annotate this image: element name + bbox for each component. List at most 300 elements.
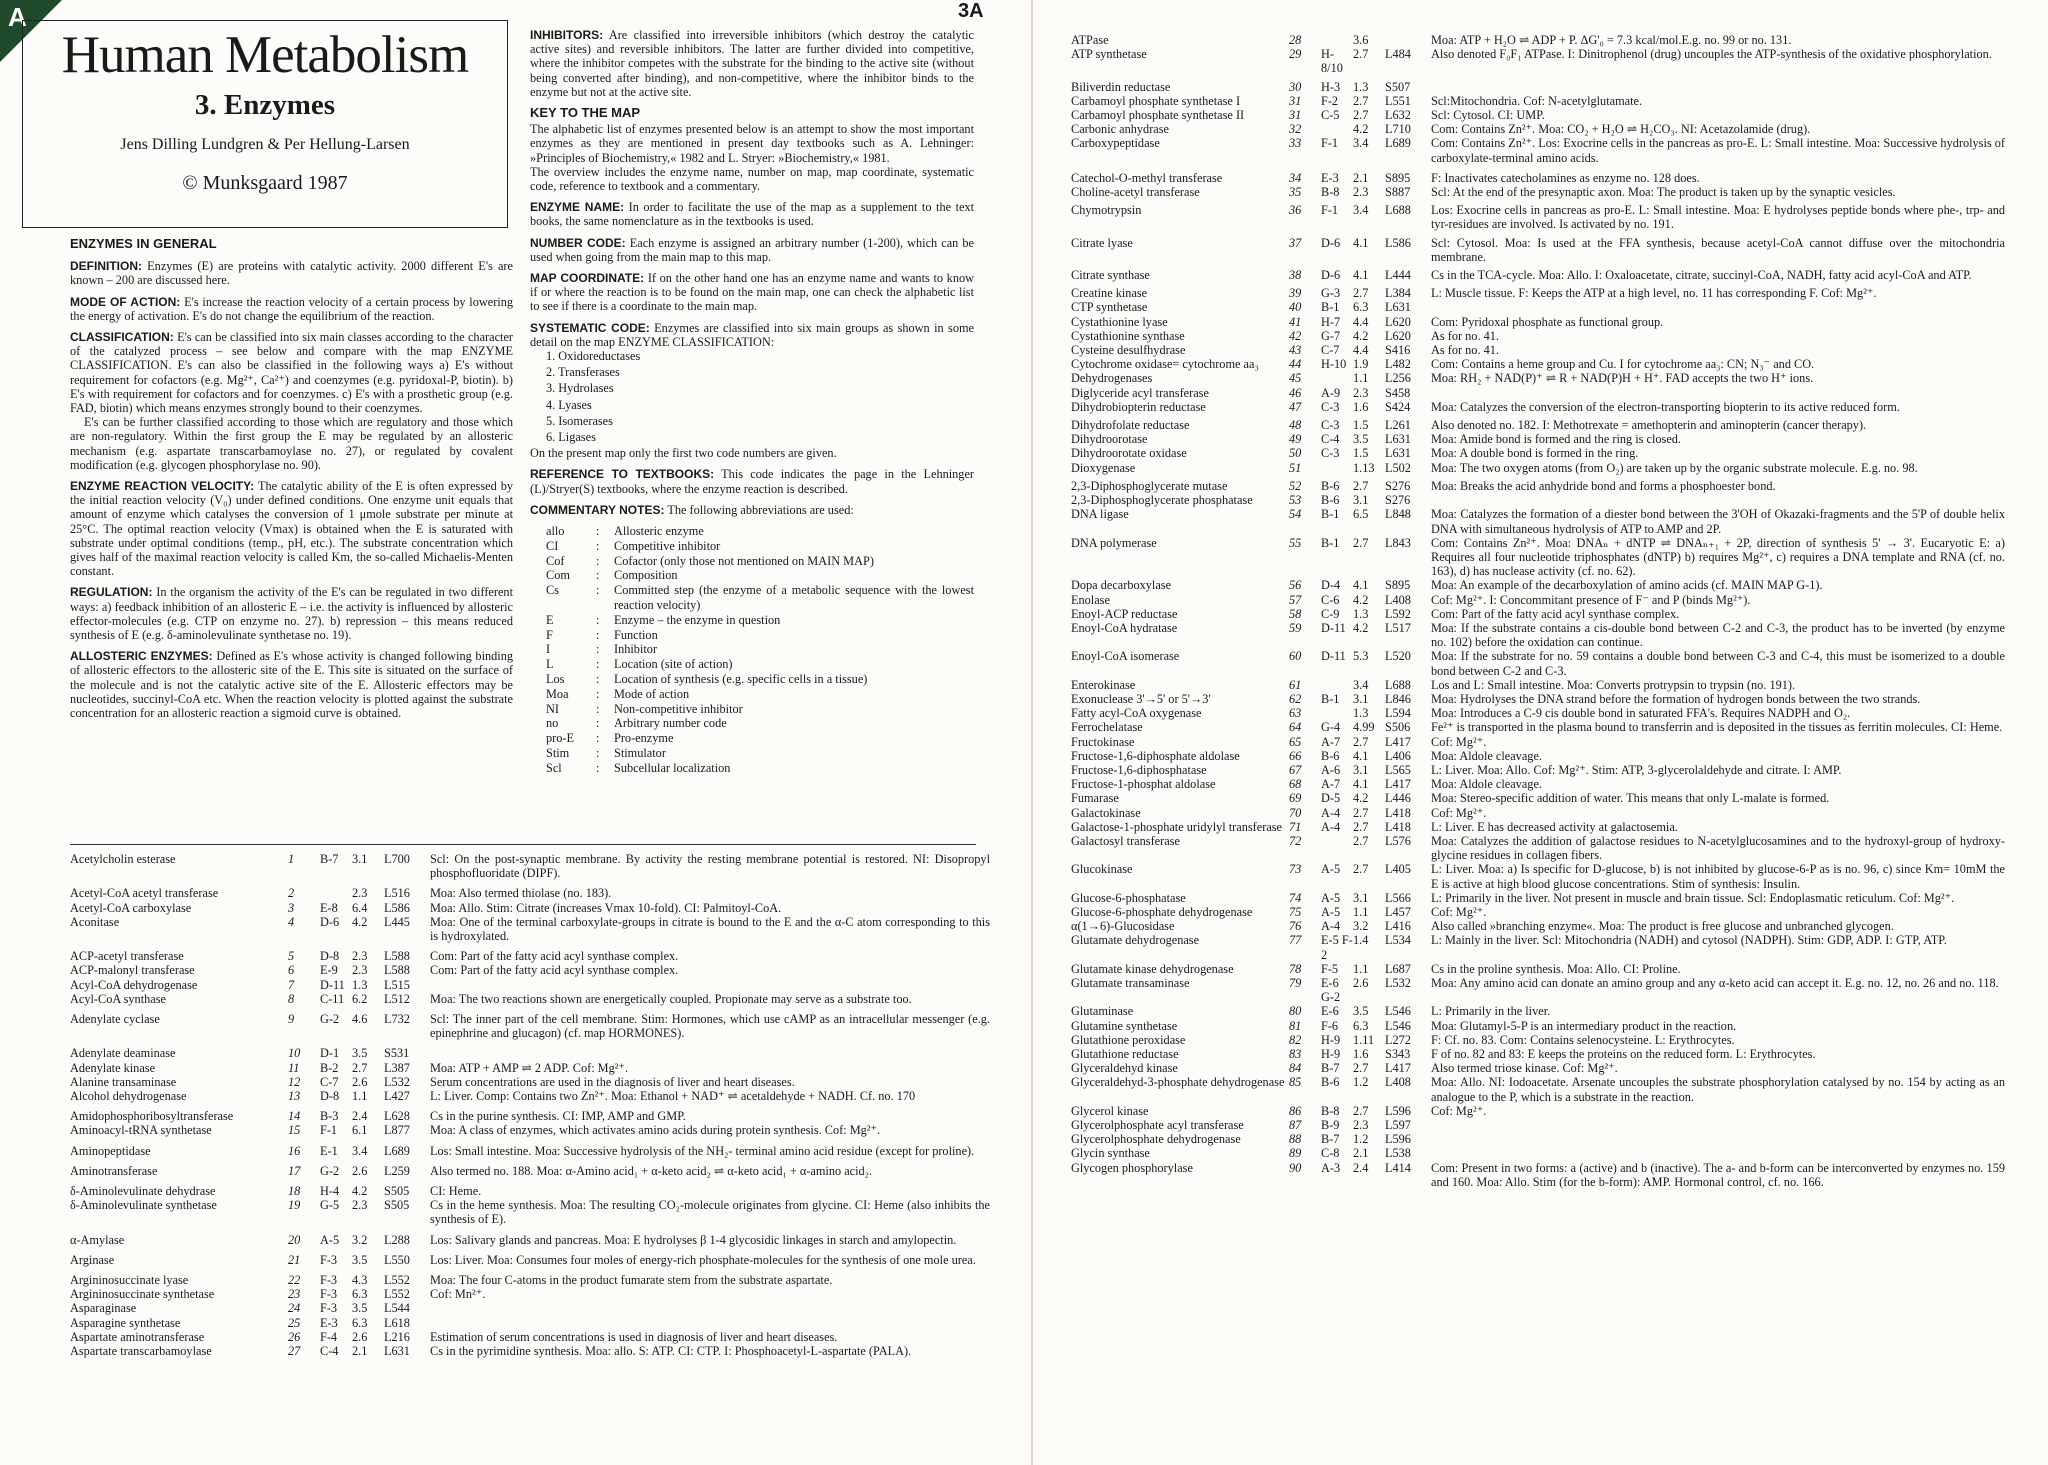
enzyme-commentary: L: Primarily in the liver. Not present in muscle and brain tissue. Scl: Endoplasmatic reticulum. Cof: Mg²⁺.	[1431, 890, 1955, 905]
enzyme-number: 63	[1289, 706, 1302, 721]
map-coordinate: D-6	[320, 914, 340, 929]
general-column	[70, 237, 513, 727]
abbreviation-meaning: Composition	[614, 568, 678, 583]
map-coordinate: B-2	[320, 1060, 339, 1075]
enzyme-name: Fumarase	[1071, 791, 1119, 806]
paragraph-text: In the organism the activity of the E's can be regulated in two different ways: a) feedback inhibition of an allosteric E – i.e. the activity is influenced by allosteric effector-molecules (e.g. CTP on enzyme no. 27). b) repression – this means reduced synthesis of E (e.g. δ-aminolevulinate synthetase no. 19).	[70, 585, 513, 643]
textbook-ref: L631	[1385, 300, 1411, 315]
abbreviation-list	[530, 524, 974, 776]
textbook-ref: L414	[1385, 1160, 1411, 1175]
enzyme-name: Acyl-CoA dehydrogenase	[70, 977, 198, 992]
enzyme-commentary: Also called »branching enzyme«. Moa: The product is free glucose and unbranched glycogen.	[1431, 919, 1894, 934]
systematic-code: 1.13	[1353, 460, 1375, 475]
enzyme-commentary: Also termed triose kinase. Cof: Mg²⁺.	[1431, 1061, 1618, 1076]
enzyme-name: Glutathione peroxidase	[1071, 1032, 1186, 1047]
textbook-ref: L259	[384, 1163, 410, 1178]
abbreviation-row	[530, 554, 974, 569]
map-coordinate: E-5 F-2	[1321, 933, 1353, 962]
abbreviation-meaning: Allosteric enzyme	[614, 524, 704, 539]
enzyme-commentary: Com: Part of the fatty acid acyl synthase complex.	[430, 963, 679, 978]
systematic-code: 1.1	[1353, 904, 1369, 919]
textbook-ref: L550	[384, 1252, 410, 1267]
systematic-code: 3.1	[1353, 762, 1369, 777]
enzyme-name: ACP-malonyl transferase	[70, 963, 195, 978]
enzyme-name: Aspartate aminotransferase	[70, 1329, 205, 1344]
paragraph-label: ALLOSTERIC ENZYMES:	[70, 649, 213, 664]
systematic-code: 3.1	[1353, 890, 1369, 905]
key-heading: KEY TO THE MAP	[530, 105, 641, 121]
map-coordinate: H-8/10	[1321, 47, 1343, 76]
enzyme-name: Diglyceride acyl transferase	[1071, 385, 1209, 400]
enzyme-number: 30	[1289, 79, 1302, 94]
enzyme-number: 9	[288, 1012, 295, 1027]
enzyme-commentary: Moa: Introduces a C-9 cis double bond in saturated FFA's. Requires NADPH and O₂.	[1431, 706, 1851, 721]
abbreviation-row	[530, 672, 974, 687]
enzyme-number: 61	[1289, 677, 1302, 692]
enzyme-commentary: Moa: Allo. NI: Iodoacetate. Arsenate uncouples the substrate phosphorylation catalysed by no. 154 by acting as an analogue to the P, which is a substrate in the reaction.	[1431, 1075, 2005, 1104]
enzyme-commentary: Cof: Mg²⁺.	[1431, 805, 1487, 820]
textbook-ref: L710	[1385, 122, 1411, 137]
enzyme-commentary: L: Liver. E has decreased activity at galactosemia.	[1431, 819, 1678, 834]
map-coordinate	[1321, 461, 1353, 479]
key-intro2: The overview includes the enzyme name, number on map, map coordinate, systematic code, reference to textbook and a commentary.	[530, 164, 974, 194]
enzyme-number: 2	[288, 886, 295, 901]
enzyme-class-item: 3. Hydrolases	[546, 381, 614, 396]
systematic-code: 4.2	[1353, 791, 1369, 806]
enzyme-commentary: L: Mainly in the liver. Scl: Mitochondria (NADH) and cytosol (NADPH). Stim: GDP, ADP. I: GTP, ATP.	[1431, 933, 1947, 948]
enzyme-name: Dihydroorotate oxidase	[1071, 446, 1187, 461]
enzyme-name: Citrate synthase	[1071, 268, 1150, 283]
enzyme-commentary: Los and L: Small intestine. Moa: Converts protrypsin to trypsin (no. 191).	[1431, 677, 1796, 692]
textbook-ref: L261	[1385, 418, 1411, 433]
map-coordinate: F-1	[320, 1123, 338, 1138]
systematic-code: 3.4	[352, 1143, 368, 1158]
enzyme-name: Glyceraldehyd-3-phosphate dehydrogenase	[1071, 1075, 1285, 1090]
map-coordinate: A-9	[1321, 385, 1341, 400]
enzyme-name: Aminotransferase	[70, 1163, 158, 1178]
enzyme-commentary: Moa: Allo. Stim: Citrate (increases Vmax 10-fold). CI: Palmitoyl-CoA.	[430, 900, 782, 915]
systematic-code: 1.5	[1353, 446, 1369, 461]
abbreviation-meaning: Non-competitive inhibitor	[614, 701, 743, 716]
enzyme-commentary: Com: Part of the fatty acid acyl synthase complex.	[430, 949, 679, 964]
map-coordinate: C-3	[1321, 446, 1340, 461]
textbook-ref: L538	[1385, 1146, 1411, 1161]
textbook-ref: L408	[1385, 592, 1411, 607]
enzyme-number: 18	[288, 1184, 301, 1199]
abbreviation-row	[530, 642, 974, 657]
map-coordinate: B-6	[1321, 1075, 1340, 1090]
enzyme-number: 42	[1289, 328, 1302, 343]
map-coordinate: H-3	[1321, 79, 1341, 94]
abbreviation-key: NI	[546, 701, 559, 716]
systematic-code: 4.6	[352, 1012, 368, 1027]
systematic-code: 6.2	[352, 991, 368, 1006]
enzyme-commentary: Moa: The two reactions shown are energetically coupled. Propionate may serve as a substrate too.	[430, 991, 912, 1006]
key-intro: The alphabetic list of enzymes presented below is an attempt to show the most important enzymes as they are mentioned in present day textbooks such as A. Lehninger: »Principles of Biochemistry,« 1982 and L. Stryer: »Biochemistry,« 1981.	[530, 122, 974, 165]
textbook-ref: L534	[1385, 933, 1411, 948]
systematic-code: 1.11	[1353, 1032, 1375, 1047]
map-coordinate: B-9	[1321, 1118, 1340, 1133]
enzyme-name: Adenylate cyclase	[70, 1012, 160, 1027]
paragraph-label: DEFINITION:	[70, 259, 142, 274]
systematic-code: 2.6	[1353, 976, 1369, 990]
abbreviation-row	[530, 568, 974, 583]
textbook-ref: L427	[384, 1089, 410, 1104]
enzyme-number: 10	[288, 1046, 301, 1061]
enzyme-name: Creatine kinase	[1071, 286, 1148, 301]
abbreviation-meaning: Location of synthesis (e.g. specific cells in a tissue)	[614, 672, 868, 687]
map-coordinate: H-4	[320, 1184, 340, 1199]
enzyme-commentary: Cof: Mn²⁺.	[430, 1287, 486, 1302]
enzyme-commentary: Moa: One of the terminal carboxylate-groups in citrate is bound to the E and the α-C atom corresponding to this is hydroxylated.	[430, 914, 990, 944]
enzyme-number: 44	[1289, 357, 1302, 372]
enzyme-number: 50	[1289, 446, 1302, 461]
general-paragraph	[70, 585, 513, 642]
enzyme-commentary: Moa: Catalyzes the addition of galactose residues to N-acetylglucosamines and to the hydroxyl-group of hydroxy-glycine residues in collagen fibers.	[1431, 833, 2005, 863]
enzyme-number: 51	[1289, 460, 1302, 475]
map-coordinate	[320, 886, 352, 900]
textbook-ref: L405	[1385, 862, 1411, 877]
enzyme-name: Citrate lyase	[1071, 235, 1133, 250]
map-coordinate	[1321, 33, 1353, 47]
abbreviation-meaning: Location (site of action)	[614, 657, 733, 672]
systematic-code: 4.4	[1353, 343, 1369, 358]
enzyme-number: 62	[1289, 691, 1302, 706]
systematic-code: 3.6	[1353, 33, 1369, 47]
textbook-ref: S505	[384, 1198, 410, 1213]
enzyme-number: 5	[288, 949, 295, 964]
systematic-code: 2.4	[1353, 1160, 1369, 1175]
enzyme-commentary: As for no. 41.	[1431, 343, 1499, 358]
map-coordinate: B-7	[1321, 1132, 1340, 1147]
enzyme-commentary: Cof: Mg²⁺.	[1431, 904, 1487, 919]
enzyme-name: Cystathionine synthase	[1071, 328, 1185, 343]
abbreviation-meaning: Committed step (the enzyme of a metabolic sequence with the lowest reaction velocity)	[614, 583, 974, 613]
map-coordinate: B-1	[1321, 535, 1340, 550]
enzyme-commentary: Moa: An example of the decarboxylation of amino acids (cf. MAIN MAP G-1).	[1431, 578, 1823, 593]
enzyme-commentary: Fe²⁺ is transported in the plasma bound to transferrin and is deposited in the tissues as ferritin molecules. CI: Heme.	[1431, 720, 2003, 735]
systematic-code: 4.2	[1353, 122, 1369, 137]
enzyme-name: Amidophosphoribosyltransferase	[70, 1109, 234, 1124]
abbreviation-meaning: Mode of action	[614, 686, 690, 701]
enzyme-commentary	[1431, 386, 2005, 400]
enzyme-commentary: As for no. 41.	[1431, 328, 1499, 343]
textbook-ref: L620	[1385, 314, 1411, 329]
systematic-code: 3.4	[1353, 677, 1369, 692]
enzyme-name: ATP synthetase	[1071, 47, 1147, 62]
map-coordinate: E-6	[1321, 1004, 1339, 1019]
enzyme-commentary: Scl: Cytosol. CI: UMP.	[1431, 108, 1545, 123]
textbook-ref: S343	[1385, 1047, 1411, 1062]
textbook-ref: L596	[1385, 1103, 1411, 1118]
enzyme-name: Alanine transaminase	[70, 1074, 177, 1089]
map-coordinate: A-4	[1321, 919, 1341, 934]
textbook-ref: L502	[1385, 460, 1411, 475]
enzyme-commentary: Cs in the proline synthesis. Moa: Allo. CI: Proline.	[1431, 961, 1681, 976]
systematic-code: 6.3	[1353, 1018, 1369, 1033]
map-coordinate: G-3	[1321, 286, 1341, 301]
enzyme-number: 28	[1289, 33, 1302, 47]
map-coordinate: C-6	[1321, 592, 1340, 607]
enzyme-number: 49	[1289, 432, 1302, 447]
enzyme-number: 24	[288, 1301, 301, 1316]
map-coordinate: B-1	[1321, 300, 1340, 315]
map-coordinate: F-2	[1321, 93, 1339, 108]
abbreviation-colon: :	[596, 583, 600, 598]
enzyme-number: 90	[1289, 1160, 1302, 1175]
enzyme-number: 46	[1289, 385, 1302, 400]
systematic-code: 2.7	[1353, 286, 1369, 301]
abbreviation-meaning: Stimulator	[614, 746, 666, 761]
systematic-code: 4.2	[352, 1184, 368, 1199]
enzyme-name: Adenylate deaminase	[70, 1046, 176, 1061]
enzyme-number: 35	[1289, 185, 1302, 200]
enzyme-table-right	[1071, 33, 2005, 1189]
enzyme-name: Asparagine synthetase	[70, 1315, 181, 1330]
abbreviation-key: Stim	[546, 746, 570, 761]
map-coordinate: C-9	[1321, 606, 1340, 621]
enzyme-number: 48	[1289, 418, 1302, 433]
enzyme-name: Acetyl-CoA carboxylase	[70, 900, 192, 915]
enzyme-number: 11	[288, 1060, 300, 1075]
systematic-code: 3.1	[1353, 493, 1369, 508]
map-coordinate	[1321, 834, 1353, 862]
enzyme-number: 77	[1289, 933, 1302, 948]
systematic-code: 3.5	[1353, 432, 1369, 447]
textbook-ref: L551	[1385, 93, 1411, 108]
enzyme-commentary	[1431, 1132, 2005, 1146]
systematic-code: 6.5	[1353, 507, 1369, 522]
textbook-ref: L566	[1385, 890, 1411, 905]
map-coordinate	[1321, 122, 1353, 136]
paragraph-label: CLASSIFICATION:	[70, 330, 174, 345]
systematic-code: 1.9	[1353, 357, 1369, 372]
enzyme-commentary: Cof: Mg²⁺.	[1431, 1103, 1487, 1118]
enzyme-name: ATPase	[1071, 33, 1109, 47]
abbreviation-colon: :	[596, 627, 600, 642]
enzyme-number: 29	[1289, 47, 1302, 62]
textbook-ref: L846	[1385, 691, 1411, 706]
textbook-ref: L532	[384, 1074, 410, 1089]
map-coordinate: D-11	[1321, 649, 1346, 664]
enzyme-number: 38	[1289, 268, 1302, 283]
enzyme-name: Argininosuccinate lyase	[70, 1273, 189, 1288]
enzyme-name: Dioxygenase	[1071, 460, 1136, 475]
textbook-ref: S887	[1385, 185, 1411, 200]
map-coordinate: D-4	[1321, 578, 1341, 593]
enzyme-number: 83	[1289, 1047, 1302, 1062]
page-gutter	[1031, 0, 1033, 1465]
enzyme-commentary: Moa: A class of enzymes, which activates amino acids during protein synthesis. Cof: Mg²⁺.	[430, 1123, 881, 1138]
textbook-ref: L484	[1385, 47, 1411, 62]
map-coordinate: B-7	[320, 852, 339, 866]
title-box	[22, 20, 508, 228]
corner-letter: A	[8, 2, 27, 32]
enzyme-commentary: Com: Contains Zn²⁺. Los: Exocrine cells in the pancreas as pro-E. L: Small intestine. Moa: Successive hydrolysis of carboxylate-terminal amino acids.	[1431, 136, 2005, 165]
map-coordinate: B-6	[1321, 493, 1340, 508]
enzyme-commentary: Los: Liver. Moa: Consumes four moles of energy-rich phosphate-molecules for the synthesis of one mole urea.	[430, 1252, 976, 1267]
document-title: Human Metabolism	[61, 26, 469, 84]
systematic-code: 1.6	[1353, 399, 1369, 414]
enzyme-commentary: Moa: The four C-atoms in the product fumarate stem from the substrate aspartate.	[430, 1273, 833, 1288]
enzyme-commentary: Moa: Catalyzes the formation of a diester bond between the 3'OH of Okazaki-fragments and the 5'P of double helix DNA with simultaneous hydrolysis of ATP to AMP and 2P.	[1431, 507, 2005, 536]
enzyme-number: 80	[1289, 1004, 1302, 1019]
enzyme-commentary: L: Liver. Moa: a) Is specific for D-glucose, b) is not inhibited by glucose-6-P as is no. 96, c) since Km= 10mM the E is active at high blood glucose concentrations. Stim of synthesis: Insulin.	[1431, 862, 2005, 891]
enzyme-commentary: Cs in the purine synthesis. CI: IMP, AMP and GMP.	[430, 1109, 686, 1124]
systematic-code: 4.2	[1353, 620, 1369, 635]
map-coordinate: H-9	[1321, 1047, 1341, 1062]
systematic-code: 4.4	[1353, 314, 1369, 329]
document-subtitle: 3. Enzymes	[194, 89, 336, 121]
enzyme-name: Carbamoyl phosphate synthetase II	[1071, 108, 1245, 123]
enzyme-number: 6	[288, 963, 295, 978]
systematic-code: 3.5	[352, 1046, 368, 1061]
enzyme-name: Dihydroorotase	[1071, 432, 1148, 447]
map-coordinate: B-6	[1321, 478, 1340, 493]
enzyme-name: Choline-acetyl transferase	[1071, 185, 1200, 200]
enzyme-commentary: Also denoted F₀F₁ ATPase. I: Dinitrophenol (drug) uncouples the ATP-synthesis of the oxidative phosphorylation.	[1431, 47, 1992, 62]
enzyme-number: 1	[288, 852, 295, 866]
abbreviation-key: Scl	[546, 760, 562, 775]
systematic-code-para: SYSTEMATIC CODE: Enzymes are classified into six main groups as shown in some detail on the map ENZYME CLASSIFICATION:	[530, 320, 974, 349]
map-coordinate	[1321, 678, 1353, 692]
map-coordinate: H-10	[1321, 357, 1347, 372]
enzyme-name: Glucose-6-phosphate dehydrogenase	[1071, 904, 1253, 919]
textbook-ref: S276	[1385, 478, 1411, 493]
textbook-ref: S895	[1385, 578, 1411, 593]
enzyme-number: 3	[288, 900, 295, 915]
map-coordinate: D-6	[1321, 235, 1341, 250]
abbreviation-key: allo	[546, 524, 565, 539]
enzyme-number: 25	[288, 1315, 301, 1330]
enzyme-name: Aminopeptidase	[70, 1143, 151, 1158]
enzyme-name: Galactose-1-phosphate uridylyl transferase	[1071, 819, 1283, 834]
enzyme-number: 7	[288, 977, 295, 992]
enzyme-commentary: Com: Contains a heme group and Cu. I for cytochrome aa₃: CN; N₃⁻ and CO.	[1431, 357, 1815, 372]
textbook-ref: L688	[1385, 203, 1411, 218]
systematic-code: 2.7	[1353, 535, 1369, 550]
enzyme-number: 66	[1289, 748, 1302, 763]
textbook-ref: L445	[384, 914, 410, 929]
abbreviation-meaning: Competitive inhibitor	[614, 538, 721, 553]
enzyme-number: 69	[1289, 791, 1302, 806]
abbreviation-row	[530, 613, 974, 628]
systematic-code: 4.2	[1353, 328, 1369, 343]
textbook-ref: S507	[1385, 79, 1411, 94]
enzyme-commentary: Moa: Aldole cleavage.	[1431, 748, 1542, 763]
enzyme-number: 88	[1289, 1132, 1302, 1147]
enzyme-number: 26	[288, 1329, 301, 1344]
enzyme-name: Enoyl-CoA isomerase	[1071, 649, 1180, 664]
map-coordinate: C-4	[320, 1344, 339, 1359]
enzyme-number: 45	[1289, 371, 1302, 386]
enzyme-number: 73	[1289, 862, 1302, 877]
textbook-ref: L446	[1385, 791, 1411, 806]
section-rule	[70, 844, 976, 845]
map-coordinate: G-4	[1321, 720, 1341, 735]
systematic-code: 2.3	[352, 963, 368, 978]
enzyme-commentary: Moa: ATP + AMP ⇌ 2 ADP. Cof: Mg²⁺.	[430, 1060, 629, 1075]
enzyme-commentary: Moa: RH₂ + NAD(P)⁺ ⇌ R + NAD(P)H + H⁺. FAD accepts the two H⁺ ions.	[1431, 371, 1814, 386]
abbreviation-colon: :	[596, 760, 600, 775]
systematic-code: 1.4	[1353, 933, 1369, 948]
systematic-code: 2.7	[1353, 1061, 1369, 1076]
textbook-ref: L632	[1385, 108, 1411, 123]
enzyme-name: Aspartate transcarbamoylase	[70, 1344, 212, 1359]
textbook-ref: L586	[1385, 235, 1411, 250]
enzyme-commentary: Scl: On the post-synaptic membrane. By activity the resting membrane potential is restored. NI: Disopropyl phosphofluoridate (DIPF).	[430, 852, 990, 881]
enzyme-commentary: Moa: Any amino acid can donate an amino group and any α-keto acid can accept it. E.g. no. 12, no. 26 and no. 118.	[1431, 976, 1999, 990]
enzyme-number: 34	[1289, 170, 1302, 185]
abbreviation-key: Com	[546, 568, 570, 583]
enzyme-commentary	[1431, 300, 2005, 314]
textbook-ref: L588	[384, 963, 410, 978]
textbook-ref: L631	[1385, 432, 1411, 447]
enzyme-number: 4	[288, 914, 295, 929]
abbreviation-colon: :	[596, 568, 600, 583]
abbreviation-key: Cs	[546, 583, 559, 598]
textbook-ref: L628	[384, 1109, 410, 1124]
textbook-ref: L520	[1385, 649, 1411, 664]
enzyme-commentary	[430, 1046, 990, 1060]
enzyme-commentary: Com: Contains Zn²⁺. Moa: DNAₙ + dNTP ⇌ DNAₙ₊₁ + 2P, direction of synthesis 5' → 3'. Eucaryotic E: a) Requires all four nucleotide triphosphates (dNTP) b) requires Mg²⁺, c) requires a DNA template and RNA (cf. no. 163), d) has nuclease activity (cf. no. 62).	[1431, 535, 2005, 579]
map-coordinate: C-8	[1321, 1146, 1340, 1161]
textbook-ref: L418	[1385, 805, 1411, 820]
map-coordinate: A-5	[1321, 890, 1341, 905]
abbreviation-row	[530, 731, 974, 746]
map-coordinate: B-3	[320, 1109, 339, 1124]
enzyme-name: Enterokinase	[1071, 677, 1136, 692]
abbreviation-colon: :	[596, 524, 600, 539]
abbreviation-colon: :	[596, 612, 600, 627]
enzyme-class-item: 1. Oxidoreductases	[546, 349, 641, 364]
enzyme-number: 8	[288, 991, 295, 1006]
systematic-code: 2.3	[1353, 385, 1369, 400]
systematic-code: 2.7	[352, 1060, 368, 1075]
systematic-code: 2.3	[352, 949, 368, 964]
map-coordinate: H-7	[1321, 314, 1341, 329]
systematic-code: 6.3	[352, 1287, 368, 1302]
enzyme-commentary: Los: Salivary glands and pancreas. Moa: E hydrolyses β 1-4 glycosidic linkages in starch and amylopectin.	[430, 1232, 957, 1247]
systematic-code: 2.7	[1353, 833, 1369, 848]
textbook-ref: L597	[1385, 1118, 1411, 1133]
enzyme-name: Galactosyl transferase	[1071, 833, 1180, 848]
abbreviation-colon: :	[596, 686, 600, 701]
general-paragraph	[70, 479, 513, 578]
textbook-ref: L592	[1385, 606, 1411, 621]
enzyme-commentary: Scl: Cytosol. Moa: Is used at the FFA synthesis, because acetyl-CoA cannot diffuse over the mitochondria membrane.	[1431, 235, 2005, 264]
map-coordinate: D-8	[320, 1089, 340, 1104]
systematic-code: 2.6	[352, 1329, 368, 1344]
paragraph-label: ENZYME REACTION VELOCITY:	[70, 479, 255, 494]
enzyme-number: 19	[288, 1198, 301, 1213]
enzyme-name: α(1→6)-Glucosidase	[1071, 919, 1175, 934]
textbook-ref: L687	[1385, 961, 1411, 976]
systematic-code: 3.1	[352, 852, 368, 866]
enzyme-number: 37	[1289, 235, 1302, 250]
abbreviation-colon: :	[596, 701, 600, 716]
textbook-ref: L688	[1385, 677, 1411, 692]
systematic-code: 2.7	[1353, 805, 1369, 820]
enzyme-name: Chymotrypsin	[1071, 203, 1142, 218]
map-coordinate: B-7	[1321, 1061, 1340, 1076]
paragraph-text: E's can be further classified according to those which are regulatory and those which are non-regulatory. Within the first group the E may be regulated by an allosteric mechanism (e.g. aspartate transcarbamoylase no. 27), or regulated by covalent modification (e.g. glycogen phosphorylase no. 90).	[70, 415, 513, 472]
enzyme-class-item: 6. Ligases	[546, 430, 596, 445]
key-column	[530, 28, 974, 776]
systematic-code: 3.4	[1353, 136, 1369, 151]
textbook-ref: L408	[1385, 1075, 1411, 1090]
abbreviation-row	[530, 657, 974, 672]
